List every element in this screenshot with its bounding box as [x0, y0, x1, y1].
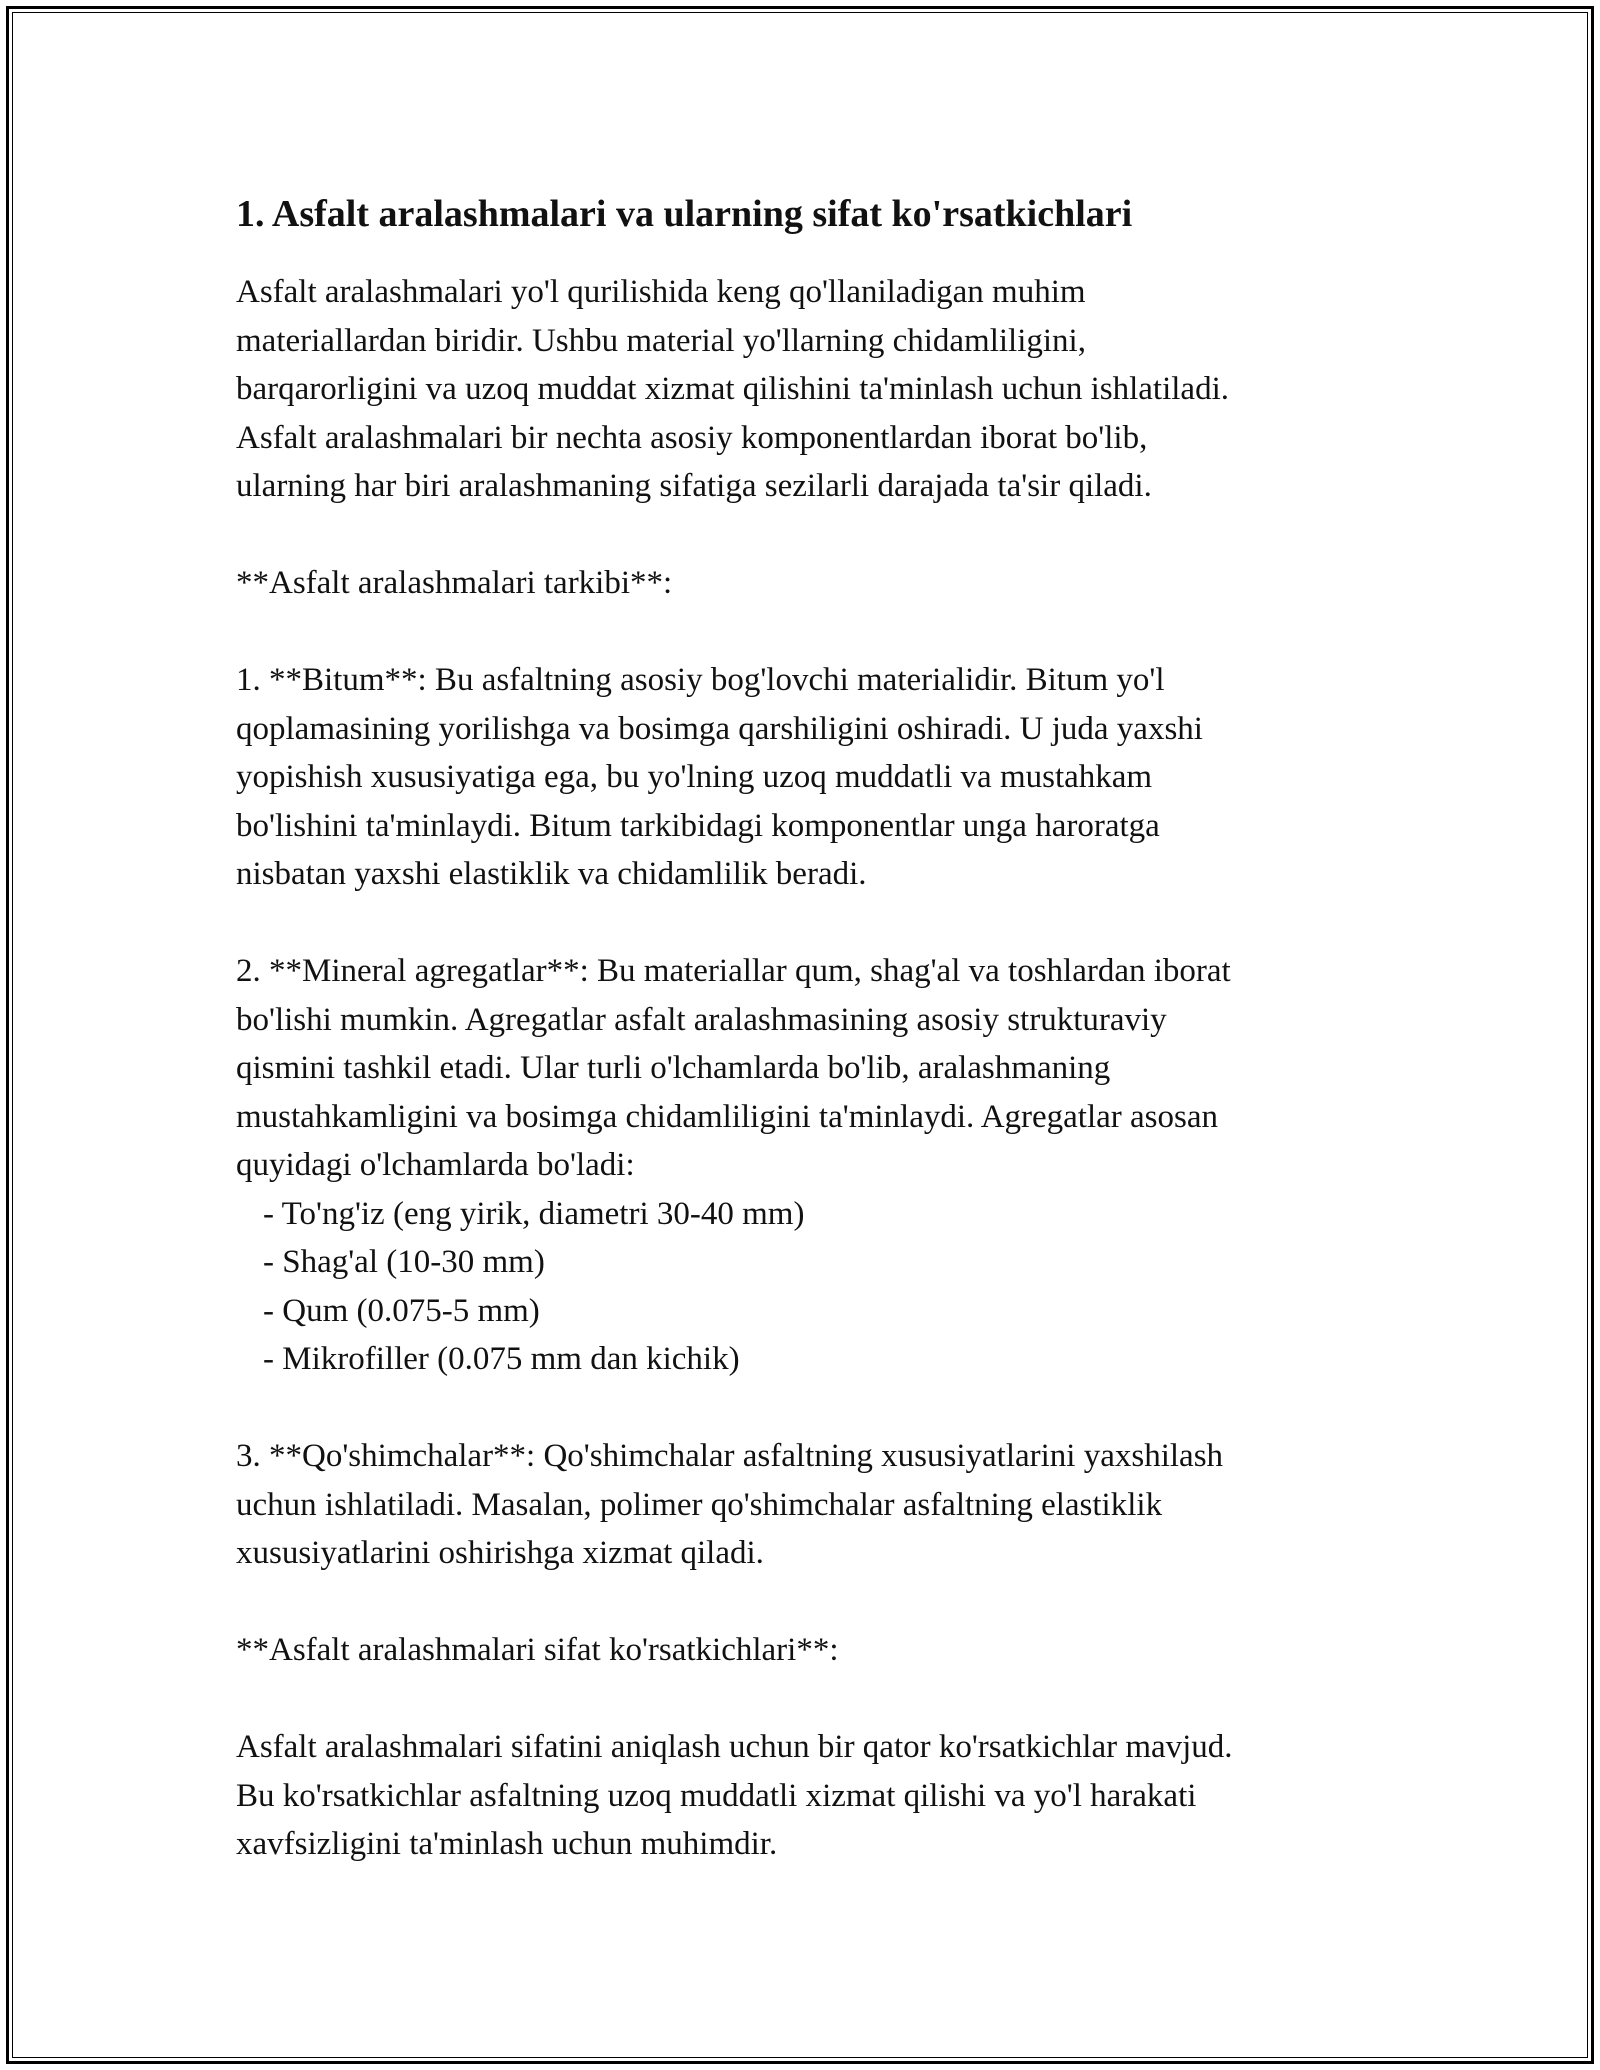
text-line: Bu ko'rsatkichlar asfaltning uzoq muddatli xizmat qilishi va yo'l harakati [236, 1777, 1197, 1814]
text-line: ularning har biri aralashmaning sifatiga sezilarli darajada ta'sir qiladi. [236, 468, 1152, 504]
text-line: xususiyatlarini oshirishga xizmat qiladi. [236, 1535, 764, 1571]
sub-list-item: - Shag'al (10-30 mm) [263, 1244, 545, 1280]
text-line: qoplamasining yorilishga va bosimga qarshiligini oshiradi. U juda yaxshi [236, 710, 1203, 747]
text-line: mustahkamligini va bosimga chidamliligini ta'minlaydi. Agregatlar asosan [236, 1098, 1219, 1135]
text-line: quyidagi o'lchamlarda bo'ladi: [236, 1147, 635, 1183]
text-line: qismini tashkil etadi. Ular turli o'lchamlarda bo'lib, aralashmaning [236, 1050, 1111, 1086]
closing-paragraph [236, 1723, 1366, 1869]
list-item-mineral-agregatlar [236, 947, 1366, 1384]
text-line: 3. **Qo'shimchalar**: Qo'shimchalar asfaltning xususiyatlarini yaxshilash [236, 1438, 1224, 1474]
text-line: 2. **Mineral agregatlar**: Bu materiallar qum, shag'al va toshlardan iborat [236, 953, 1231, 989]
text-line: 1. **Bitum**: Bu asfaltning asosiy bog'lovchi materialidir. Bitum yo'l [236, 662, 1165, 698]
sub-list-item: - Mikrofiller (0.075 mm dan kichik) [263, 1341, 740, 1377]
sub-list-item: - Qum (0.075-5 mm) [263, 1292, 540, 1329]
list-item-bitum [236, 656, 1366, 899]
text-line: yopishish xususiyatiga ega, bu yo'lning uzoq muddatli va mustahkam [236, 759, 1153, 795]
text-line: Asfalt aralashmalari bir nechta asosiy komponentlardan iborat bo'lib, [236, 419, 1148, 456]
quality-heading: **Asfalt aralashmalari sifat ko'rsatkichlari**: [236, 1632, 839, 1668]
text-line: uchun ishlatiladi. Masalan, polimer qo'shimchalar asfaltning elastiklik [236, 1486, 1163, 1523]
document-body [236, 186, 1366, 1869]
text-line: nisbatan yaxshi elastiklik va chidamlilik beradi. [236, 856, 867, 892]
text-line: Asfalt aralashmalari sifatini aniqlash uchun bir qator ko'rsatkichlar mavjud. [236, 1729, 1233, 1765]
text-line: bo'lishi mumkin. Agregatlar asfalt aralashmasining asosiy strukturaviy [236, 1001, 1167, 1038]
text-line: materiallardan biridir. Ushbu material yo'llarning chidamliligini, [236, 322, 1086, 359]
document-title: 1. Asfalt aralashmalari va ularning sifat ko'rsatkichlari [236, 193, 1133, 235]
intro-paragraph [236, 268, 1366, 511]
text-line: xavfsizligini ta'minlash uchun muhimdir. [236, 1826, 778, 1862]
list-item-qoshimchalar [236, 1432, 1366, 1578]
composition-heading: **Asfalt aralashmalari tarkibi**: [236, 565, 673, 601]
text-line: Asfalt aralashmalari yo'l qurilishida keng qo'llaniladigan muhim [236, 274, 1086, 310]
text-line: barqarorligini va uzoq muddat xizmat qilishini ta'minlash uchun ishlatiladi. [236, 371, 1229, 407]
text-line: bo'lishini ta'minlaydi. Bitum tarkibidagi komponentlar unga haroratga [236, 807, 1160, 844]
sub-list-item: - To'ng'iz (eng yirik, diametri 30-40 mm) [263, 1195, 805, 1232]
